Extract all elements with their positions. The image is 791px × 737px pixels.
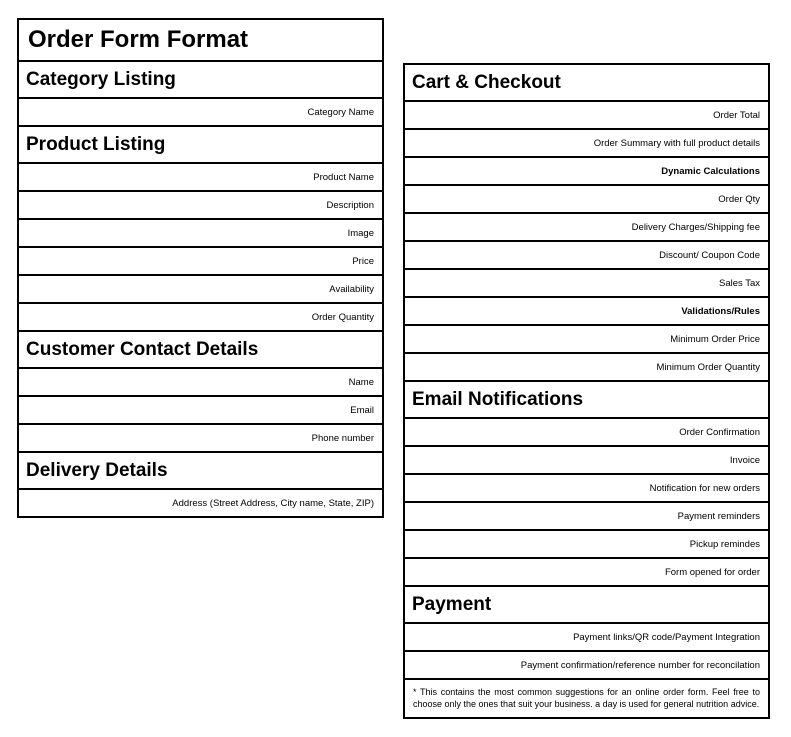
field-order-summary: Order Summary with full product details [405,130,768,158]
field-availability: Availability [19,276,382,304]
field-order-total: Order Total [405,102,768,130]
field-image: Image [19,220,382,248]
field-description: Description [19,192,382,220]
field-product-name: Product Name [19,164,382,192]
section-heading-delivery-details: Delivery Details [19,453,382,490]
field-delivery-charges: Delivery Charges/Shipping fee [405,214,768,242]
page-title: Order Form Format [19,20,382,62]
section-heading-category-listing: Category Listing [19,62,382,99]
field-address: Address (Street Address, City name, State, ZIP) [19,490,382,518]
field-order-quantity: Order Quantity [19,304,382,332]
subheading-validations-rules: Validations/Rules [405,298,768,326]
footnote: * This contains the most common suggestions for an online order form. Feel free to choose only the ones that suit your business. a day is used for general nutrition advice. [405,680,768,719]
section-heading-customer-contact: Customer Contact Details [19,332,382,369]
section-heading-email-notifications: Email Notifications [405,382,768,419]
right-column [403,63,770,719]
field-category-name: Category Name [19,99,382,127]
field-payment-confirmation: Payment confirmation/reference number for reconcilation [405,652,768,680]
field-sales-tax: Sales Tax [405,270,768,298]
field-price: Price [19,248,382,276]
field-minimum-order-quantity: Minimum Order Quantity [405,354,768,382]
subheading-dynamic-calculations: Dynamic Calculations [405,158,768,186]
field-discount-coupon: Discount/ Coupon Code [405,242,768,270]
field-payment-reminders: Payment reminders [405,503,768,531]
field-name: Name [19,369,382,397]
left-column [17,18,384,518]
field-email: Email [19,397,382,425]
section-heading-cart-checkout: Cart & Checkout [405,65,768,102]
field-order-confirmation: Order Confirmation [405,419,768,447]
field-phone-number: Phone number [19,425,382,453]
field-invoice: Invoice [405,447,768,475]
field-new-order-notification: Notification for new orders [405,475,768,503]
section-heading-product-listing: Product Listing [19,127,382,164]
field-minimum-order-price: Minimum Order Price [405,326,768,354]
field-form-opened: Form opened for order [405,559,768,587]
section-heading-payment: Payment [405,587,768,624]
field-pickup-reminders: Pickup remindes [405,531,768,559]
field-payment-links: Payment links/QR code/Payment Integration [405,624,768,652]
field-order-qty: Order Qty [405,186,768,214]
